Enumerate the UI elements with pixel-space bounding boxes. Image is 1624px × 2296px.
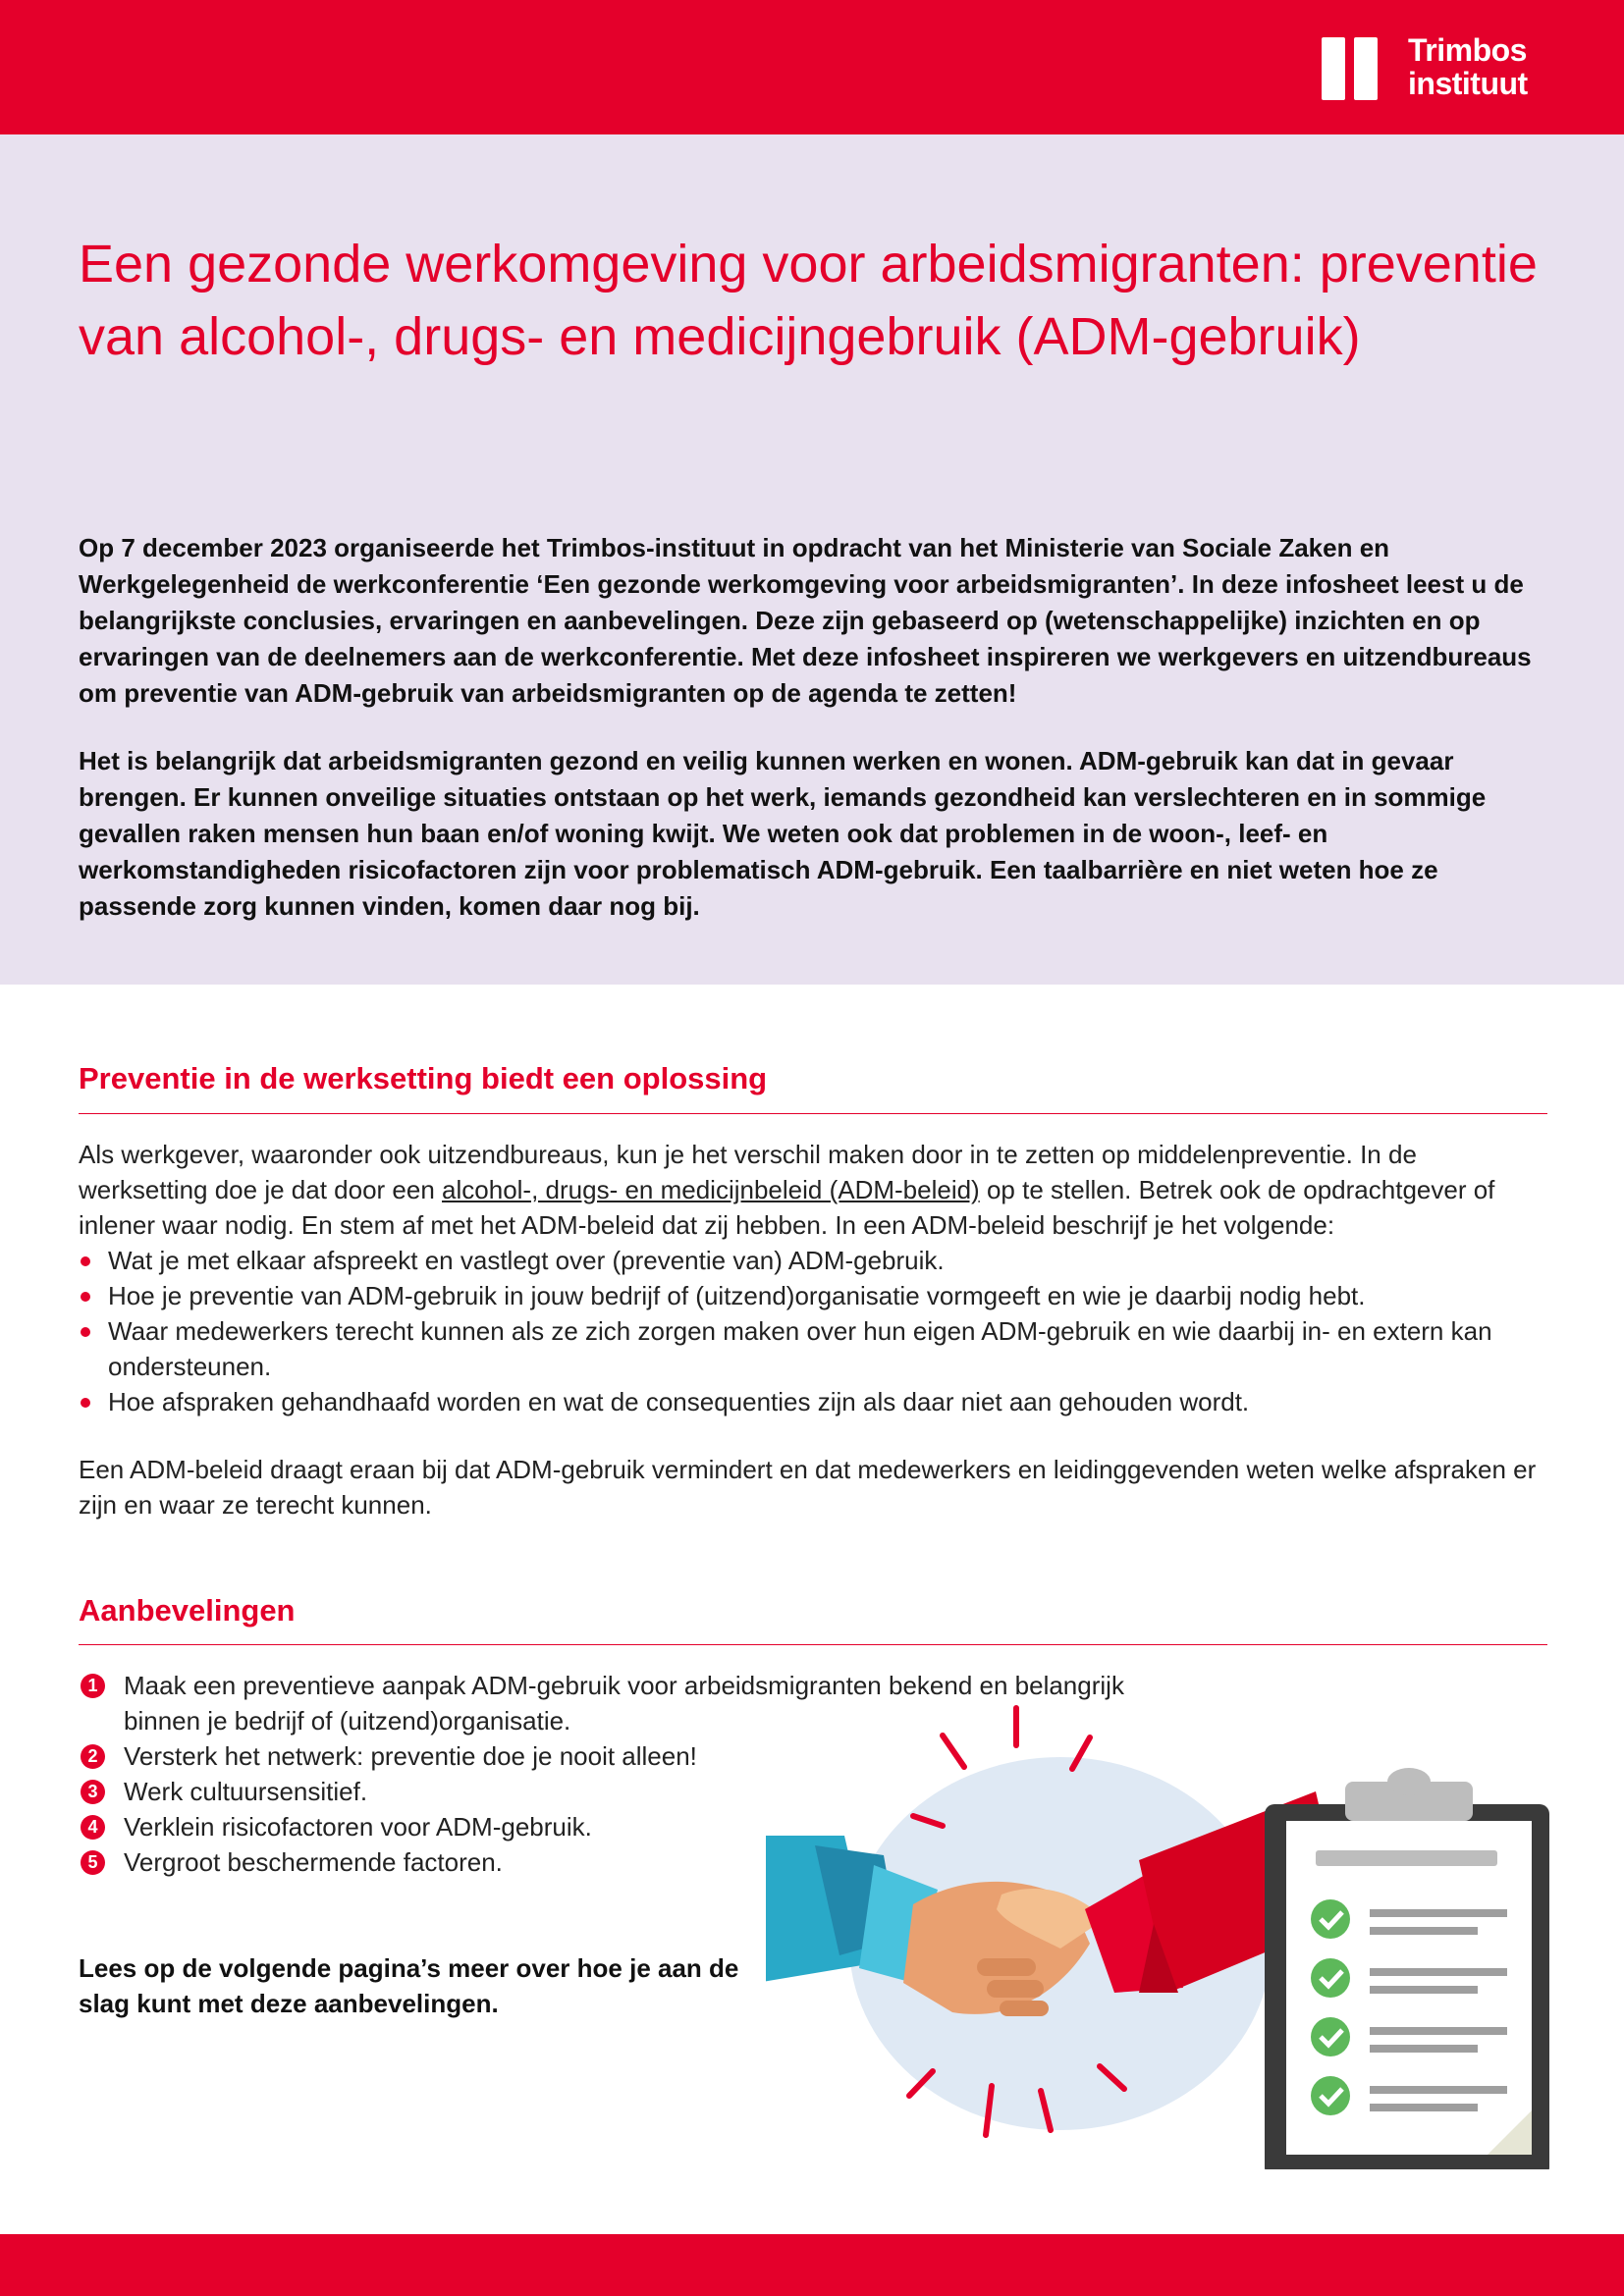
section-heading-aanbevelingen: Aanbevelingen: [79, 1593, 296, 1628]
bullet-dot-icon: [81, 1292, 90, 1302]
section-heading-preventie: Preventie in de werksetting biedt een oplossing: [79, 1061, 768, 1095]
recommendation-text: Versterk het netwerk: preventie doe je nooit alleen!: [124, 1741, 697, 1771]
number-badge-icon: 5: [81, 1850, 105, 1875]
recommendation-text: Vergroot beschermende factoren.: [124, 1847, 503, 1877]
handshake-icon: [766, 1708, 1345, 2135]
number-badge-icon: 3: [81, 1780, 105, 1804]
list-item: [79, 1243, 1551, 1278]
list-item-text: Wat je met elkaar afspreekt en vastlegt over (preventie van) ADM-gebruik.: [108, 1246, 945, 1275]
logo-line-1: Trimbos: [1408, 32, 1527, 68]
checklist-clipboard-icon: [1265, 1768, 1549, 2169]
recommendation-text: Maak een preventieve aanpak ADM-gebruik voor arbeidsmigranten bekend en belangrijk binnen je bedrijf of (uitzend)organisatie.: [124, 1671, 1124, 1735]
list-item: [79, 1313, 1551, 1384]
list-item-text: Hoe afspraken gehandhaafd worden en wat de consequenties zijn als daar niet aan gehouden wordt.: [108, 1387, 1250, 1416]
closing-note: Lees op de volgende pagina’s meer over hoe je aan de slag kunt met deze aanbevelingen.: [79, 1953, 739, 2018]
bullet-dot-icon: [81, 1398, 90, 1408]
paragraph-text-end: op te stellen. Betrek ook de opdrachtgever of inlener waar nodig. En stem af met het ADM-beleid dat zij hebben. In een ADM-beleid beschrijf je het volgende:: [79, 1175, 1495, 1240]
list-item: [79, 1278, 1551, 1313]
number-badge-icon: 1: [81, 1674, 105, 1698]
section-divider: [79, 1644, 1547, 1645]
list-item-text: Hoe je preventie van ADM-gebruik in jouw bedrijf of (uitzend)organisatie vormgeeft en wie je daarbij nodig hebt.: [108, 1281, 1366, 1310]
bullet-dot-icon: [81, 1327, 90, 1337]
paragraph-text-start: Als werkgever, waaronder ook uitzendbureaus, kun je het verschil maken door in te zetten op middelenpreventie. In de werksetting doe je dat door een: [79, 1140, 1417, 1204]
trimbos-logo[interactable]: [1322, 32, 1553, 104]
intro-paragraph-2: Het is belangrijk dat arbeidsmigranten gezond en veilig kunnen werken en wonen. ADM-gebruik kan dat in gevaar brengen. Er kunnen onveilige situaties ontstaan op het werk, iemands gezondheid kan verslechteren en in sommige gevallen raken mensen hun baan en/of woning kwijt. We weten ook dat problemen in de woon-, leef- en werkomstandigheden risicofactoren zijn voor problematisch ADM-gebruik. Een taalbarrière en niet weten hoe ze passende zorg kunnen vinden, komen daar nog bij.: [79, 746, 1487, 921]
list-item: [79, 1384, 1551, 1419]
section-closing-paragraph: Een ADM-beleid draagt eraan bij dat ADM-gebruik vermindert en dat medewerkers en leidinggevenden weten welke afspraken er zijn en waar ze terecht kunnen.: [79, 1455, 1537, 1520]
recommendation-text: Werk cultuursensitief.: [124, 1777, 368, 1806]
bullet-dot-icon: [81, 1256, 90, 1266]
header-bar: [0, 0, 1624, 134]
adm-beleid-link[interactable]: alcohol-, drugs- en medicijnbeleid (ADM-beleid): [442, 1175, 980, 1204]
logo-text: [1408, 33, 1528, 100]
policy-bullet-list: [79, 1243, 1551, 1419]
handshake-checklist-illustration: [766, 1698, 1551, 2169]
footer-bar: [0, 2234, 1624, 2296]
page-title: Een gezonde werkomgeving voor arbeidsmigranten: preventie van alcohol-, drugs- en medicijngebruik (ADM-gebruik): [79, 235, 1538, 366]
recommendation-text: Verklein risicofactoren voor ADM-gebruik.: [124, 1812, 592, 1842]
list-item-text: Waar medewerkers terecht kunnen als ze zich zorgen maken over hun eigen ADM-gebruik en wie daarbij in- en extern kan ondersteunen.: [108, 1316, 1492, 1381]
section-paragraph: [79, 1137, 1551, 1243]
section-divider: [79, 1113, 1547, 1114]
number-badge-icon: 2: [81, 1744, 105, 1769]
intro-paragraph-1: Op 7 december 2023 organiseerde het Trimbos-instituut in opdracht van het Ministerie van Sociale Zaken en Werkgelegenheid de werkconferentie ‘Een gezonde werkomgeving voor arbeidsmigranten’. In deze infosheet leest u de belangrijkste conclusies, ervaringen en aanbevelingen. Deze zijn gebaseerd op (wetenschappelijke) inzichten en op ervaringen van de deelnemers aan de werkconferentie. Met deze infosheet inspireren we werkgevers en uitzendbureaus om preventie van ADM-gebruik van arbeidsmigranten op de agenda te zetten!: [79, 533, 1532, 708]
number-badge-icon: 4: [81, 1815, 105, 1840]
logo-mark-icon: [1322, 37, 1379, 100]
logo-line-2: instituut: [1408, 66, 1528, 101]
